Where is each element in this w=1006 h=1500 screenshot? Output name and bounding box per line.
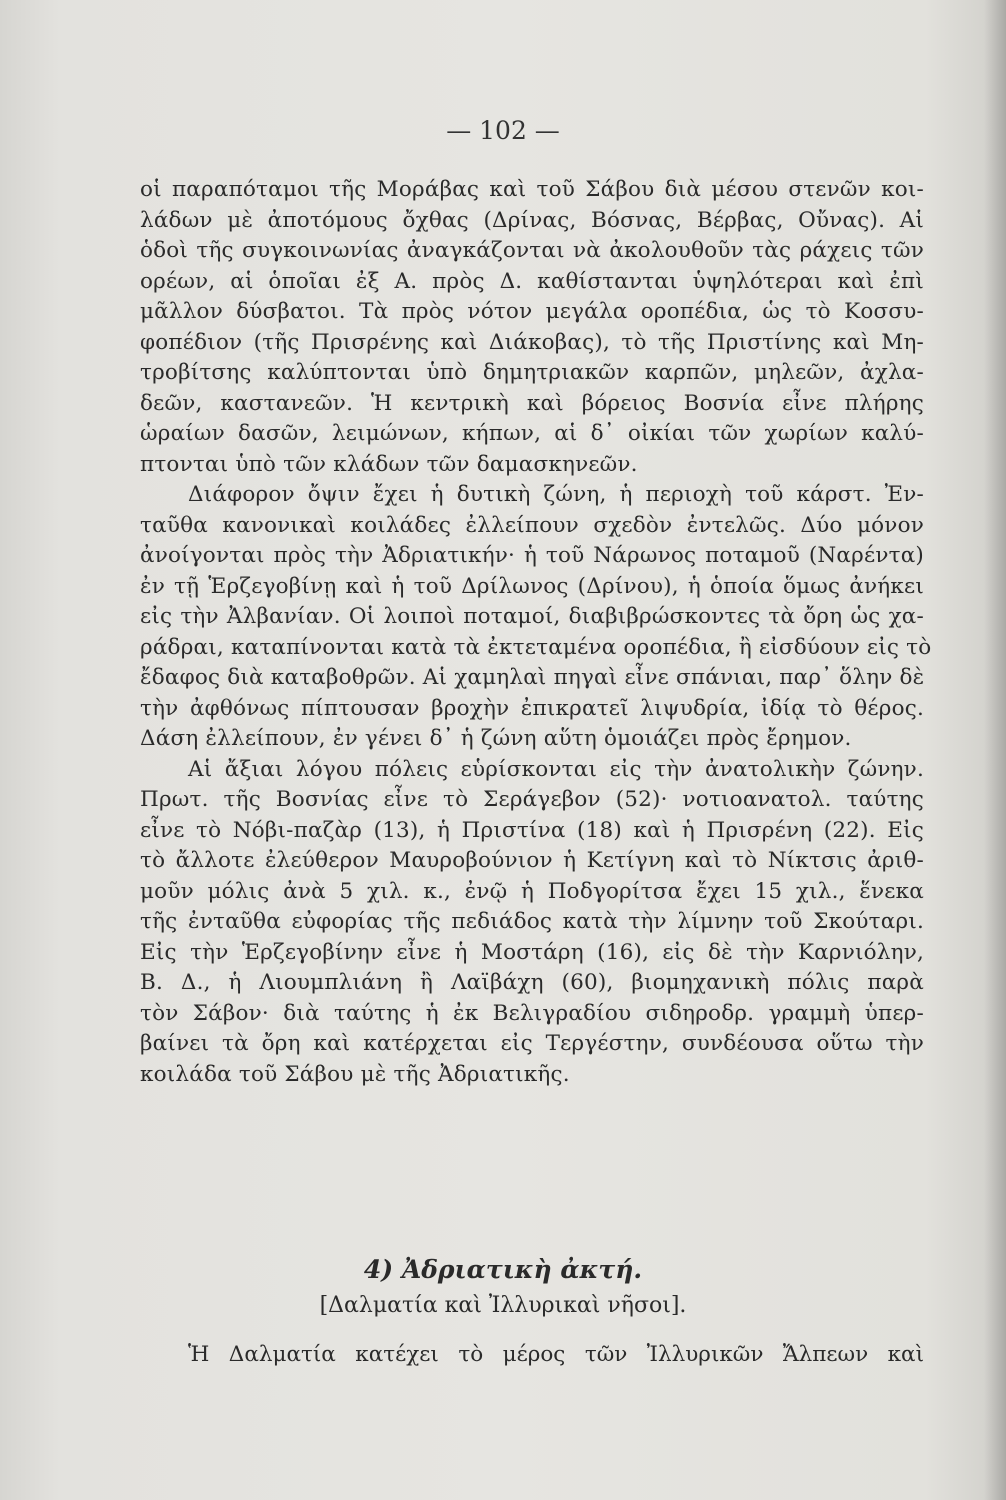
text-line: ορέων, αἱ ὁποῖαι ἐξ Α. πρὸς Δ. καθίστανται ὑψηλότεραι καὶ ἐπὶ <box>140 268 924 294</box>
section-subheading: [Δαλματία καὶ Ἰλλυρικαὶ νῆσοι]. <box>319 1293 687 1318</box>
text-line: Αἱ ἄξιαι λόγου πόλεις εὑρίσκονται εἰς τὴν ἀνατολικὴν ζώνην. <box>188 756 924 782</box>
text-line: εἰς τὴν Ἀλβανίαν. Οἱ λοιποὶ ποταμοί, διαβιβρώσκοντες τὰ ὄρη ὡς χα- <box>140 604 924 629</box>
text-line: τὸ ἄλλοτε ἐλεύθερον Μαυροβούνιον ἡ Κετίγνη καὶ τὸ Νίκτσις ἀριθ- <box>140 848 924 873</box>
section-heading: 4) Ἀδριατικὴ ἀκτή. <box>363 1255 643 1284</box>
text-line: ὡραίων δασῶν, λειμώνων, κήπων, αἱ δ᾽ οἰκίαι τῶν χωρίων καλύ- <box>140 421 924 446</box>
text-line: πτονται ὑπὸ τῶν κλάδων τῶν δαμασκηνεῶν. <box>140 451 638 477</box>
text-line: εἶνε τὸ Νόβι-παζὰρ (13), ἡ Πριστίνα (18) καὶ ἡ Πρισρένη (22). Εἰς <box>140 817 924 843</box>
text-line: ράδραι, καταπίνονται κατὰ τὰ ἐκτεταμένα οροπέδια, ἢ εἰσδύουν εἰς τὸ <box>140 634 932 660</box>
body-text <box>140 175 932 1090</box>
text-line: τὸν Σάβον· διὰ ταύτης ἡ ἐκ Βελιγραδίου σιδηροδρ. γραμμὴ ὑπερ- <box>140 1000 924 1026</box>
text-line: τῆς ἐνταῦθα εὐφορίας τῆς πεδιάδος κατὰ τὴν λίμνην τοῦ Σκούταρι. <box>140 909 924 934</box>
text-line: Πρωτ. τῆς Βοσνίας εἶνε τὸ Σεράγεβον (52)· νοτιοανατολ. ταύτης <box>140 787 924 812</box>
text-line: φοπέδιον (τῆς Πρισρένης καὶ Διάκοβας), τὸ τῆς Πριστίνης καὶ Μη- <box>140 329 924 355</box>
text-line: οἱ παραπόταμοι τῆς Μοράβας καὶ τοῦ Σάβου διὰ μέσου στενῶν κοι- <box>140 177 924 202</box>
text-line: Δάση ἐλλείπουν, ἐν γένει δ᾽ ἡ ζώνη αὕτη ὁμοιάζει πρὸς ἔρημον. <box>140 726 852 751</box>
text-line: ἐν τῇ Ἑρζεγοβίνῃ καὶ ἡ τοῦ Δρίλωνος (Δρίνου), ἡ ὁποία ὅμως ἀνήκει <box>140 573 924 599</box>
text-line: λάδων μὲ ἀποτόμους ὄχθας (Δρίνας, Βόσνας, Βέρβας, Οὔνας). Αἱ <box>140 207 924 233</box>
text-line: βαίνει τὰ ὄρη καὶ κατέρχεται εἰς Τεργέστην, συνδέουσα οὕτω τὴν <box>140 1031 924 1056</box>
text-line: ὁδοὶ τῆς συγκοινωνίας ἀναγκάζονται νὰ ἀκολουθοῦν τὰς ράχεις τῶν <box>140 238 924 263</box>
text-line: ταῦθα κανονικαὶ κοιλάδες ἐλλείπουν σχεδὸν ἐντελῶς. Δύο μόνον <box>140 512 924 538</box>
text-line: δεῶν, καστανεῶν. Ἡ κεντρικὴ καὶ βόρειος Βοσνία εἶνε πλήρης <box>140 390 924 416</box>
text-line: ἀνοίγονται πρὸς τὴν Ἀδριατικήν· ἡ τοῦ Νάρωνος ποταμοῦ (Ναρέντα) <box>140 543 924 568</box>
text-line: μᾶλλον δύσβατοι. Τὰ πρὸς νότον μεγάλα οροπέδια, ὡς τὸ Κοσσυ- <box>140 299 924 324</box>
text-line: κοιλάδα τοῦ Σάβου μὲ τῆς Ἀδριατικῆς. <box>140 1061 570 1087</box>
text-line: μοῦν μόλις ἀνὰ 5 χιλ. κ., ἐνῷ ἡ Ποδγορίτσα ἔχει 15 χιλ., ἕνεκα <box>140 878 924 904</box>
text-line: Β. Δ., ἡ Λιουμπλιάνη ἢ Λαϊβάχη (60), βιομηχανικὴ πόλις παρὰ <box>140 970 924 995</box>
text-line: ἔδαφος διὰ καταβοθρῶν. Αἱ χαμηλαὶ πηγαὶ εἶνε σπάνιαι, παρ᾽ ὅλην δὲ <box>140 665 925 690</box>
text-line: Διάφορον ὄψιν ἔχει ἡ δυτικὴ ζώνη, ἡ περιοχὴ τοῦ κάρστ. Ἐν- <box>188 482 924 507</box>
text-line: Εἰς τὴν Ἑρζεγοβίνην εἶνε ἡ Μοστάρη (16), εἰς δὲ τὴν Καρνιόλην, <box>140 939 924 965</box>
text-line: τὴν ἀφθόνως πίπτουσαν βροχὴν ἐπικρατεῖ λιψυδρία, ἰδίᾳ τὸ θέρος. <box>140 695 924 721</box>
page-number: — 102 — <box>446 116 560 145</box>
final-line: Ἡ Δαλματία κατέχει τὸ μέρος τῶν Ἰλλυρικῶν Ἄλπεων καὶ <box>188 1342 924 1367</box>
text-line: τροβίτσης καλύπτονται ὑπὸ δημητριακῶν καρπῶν, μηλεῶν, ἀχλα- <box>140 360 924 385</box>
